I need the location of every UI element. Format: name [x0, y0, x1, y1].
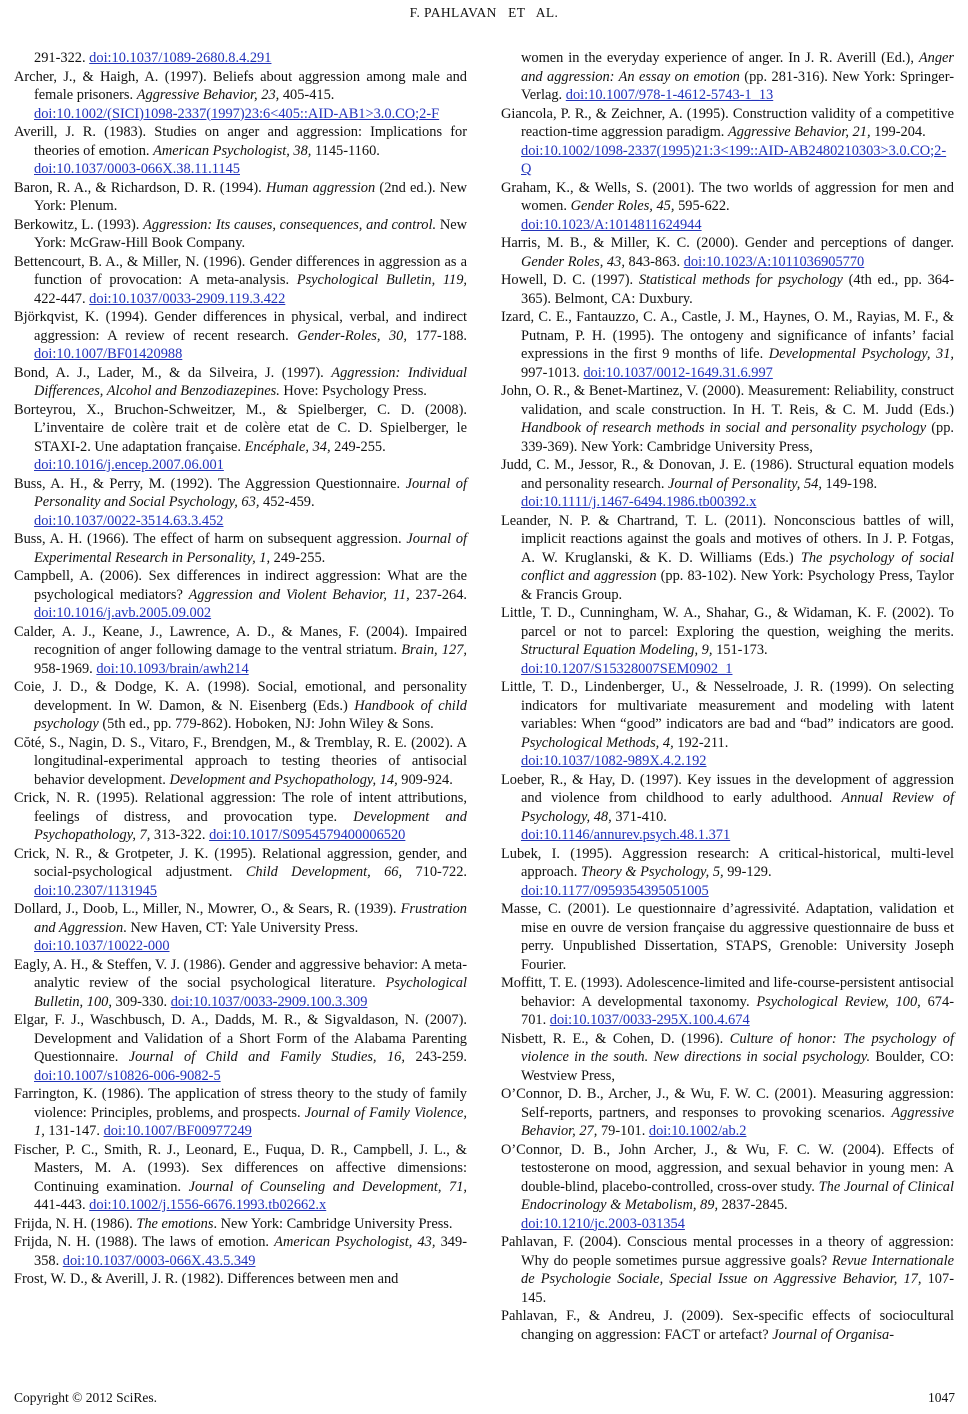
reference [14, 678, 467, 734]
reference [501, 1233, 954, 1307]
doi-link[interactable]: doi:10.1017/S0954579400006520 [209, 827, 406, 843]
reference [14, 253, 467, 309]
reference-text: Frijda, N. H. (1986). [14, 1215, 137, 1232]
reference [14, 789, 467, 845]
reference-italic-text: Journal of Family Violence, 1, [34, 1104, 467, 1139]
reference [501, 271, 954, 308]
reference-text: (pp. 339-369). New York: Cambridge University Press, [521, 420, 954, 455]
reference-text: (5th ed., pp. 779-862). Hoboken, NJ: John Wiley & Sons. [102, 716, 434, 732]
reference-italic-text: Journal of Personality and Social Psychology, 63, [34, 475, 467, 510]
reference [14, 1233, 467, 1270]
reference [501, 382, 954, 456]
reference-text: O’Connor, D. B., John Archer, J., & Wu, F. C. W. (2004). Effects of testosterone on mood, aggression, and sexual behavior in young men: A double-blind, placebo-controlled, cross-over study. [501, 1141, 954, 1195]
reference [501, 974, 954, 1030]
reference-text: 909-924. [401, 771, 453, 788]
reference-italic-text: Aggression and Violent Behavior, 11, [188, 586, 416, 603]
copyright-text: Copyright © 2012 SciRes. [14, 1390, 158, 1405]
reference-text: 422-447. [34, 290, 90, 307]
reference-text: Boulder, CO: Westview Press, [521, 1049, 954, 1084]
doi-link[interactable]: doi:10.1002/ab.2 [648, 1123, 747, 1139]
reference-text: Moffitt, T. E. (1993). Adolescence-limited and life-course-persistent antisocial behavior: A developmental taxonomy. [501, 975, 954, 1010]
reference-text: 99-129. [727, 864, 772, 880]
reference [501, 845, 954, 901]
reference-italic-text: Aggression: Its causes, consequences, and control. [143, 216, 440, 233]
reference-text: Loeber, R., & Hay, D. (1997). Key issues in the development of aggression and violence from childhood to early adulthood. [501, 771, 954, 806]
reference [14, 1085, 467, 1141]
doi-link[interactable]: doi:10.1007/s10826-006-9082-5 [34, 1067, 221, 1084]
reference [14, 49, 467, 68]
doi-link[interactable]: doi:10.1207/S15328007SEM0902_1 [521, 660, 733, 677]
reference-text: Crick, N. R. (1995). Relational aggression: The role of intent attributions, feelings of distress, and provocation type. [14, 790, 467, 825]
reference-italic-text: Journal of Organisa- [772, 1326, 895, 1343]
reference-text: 452-459. [263, 494, 315, 510]
reference-text: 349-358. [34, 1234, 467, 1269]
reference-text: Bettencourt, B. A., & Miller, N. (1996). Gender differences in aggression as a function of provocation: A meta-analysis. [14, 253, 467, 288]
reference-text: New York: McGraw-Hill Book Company. [34, 216, 468, 251]
reference [14, 123, 467, 179]
doi-link[interactable]: doi:10.1037/0012-1649.31.6.997 [583, 364, 773, 381]
reference-text: Elgar, F. J., Waschbusch, D. A., Dadds, M. R., & Sigvaldason, N. (2007). Development and Validation of a Short Form of the Alabama Parenting Questionnaire. [14, 1012, 467, 1065]
reference-text: Lubek, I. (1995). Aggression research: A critical-historical, multi-level approach. [501, 845, 954, 880]
reference-italic-text: Psychological Review, 100, [756, 993, 928, 1010]
reference-italic-text: American Psychologist, 43, [274, 1234, 441, 1250]
reference-italic-text: Handbook of research methods in social and personality psychology [521, 420, 932, 436]
reference-text: Graham, K., & Wells, S. (2001). The two worlds of aggression for men and women. [501, 179, 954, 214]
reference-text: 710-722. [415, 864, 468, 880]
reference [14, 530, 467, 567]
reference-italic-text: Theory & Psychology, 5, [580, 864, 728, 880]
reference-text: Coie, J. D., & Dodge, K. A. (1998). Social, emotional, and personality development. In W. Damon, & N. Eisenberg (Eds.) [14, 679, 467, 714]
doi-link[interactable]: doi:10.1037/10022-000 [34, 938, 170, 954]
column-right [501, 49, 954, 1344]
reference-text: Crick, N. R., & Grotpeter, J. K. (1995). Relational aggression, gender, and social-psychological adjustment. [14, 845, 467, 880]
reference-italic-text: Journal of Personality, 54, [668, 475, 826, 492]
reference [14, 216, 467, 253]
doi-link[interactable]: doi:10.1016/j.avb.2005.09.002 [34, 605, 212, 621]
reference-text: 371-410. [615, 808, 667, 825]
doi-link[interactable]: doi:10.1016/j.encep.2007.06.001 [34, 457, 224, 473]
reference-italic-text: Gender Roles, 43, [521, 253, 629, 270]
reference [14, 1011, 467, 1085]
reference [501, 678, 954, 771]
doi-link[interactable]: doi:10.1007/978-1-4612-5743-1_13 [565, 87, 774, 103]
doi-link[interactable]: doi:10.1023/A:1011036905770 [683, 253, 865, 270]
references-section [14, 49, 955, 1344]
reference-text: Buss, A. H. (1966). The effect of harm on subsequent aggression. [14, 531, 407, 547]
reference-italic-text: Gender-Roles, 30, [297, 327, 416, 344]
reference [501, 1141, 954, 1234]
reference-text: 192-211. [677, 734, 729, 751]
reference-text: Björkqvist, K. (1994). Gender differences in physical, verbal, and indirect aggression: A review of recent research. [14, 309, 467, 344]
reference-italic-text: Journal of Child and Family Studies, 16, [128, 1049, 416, 1065]
reference [14, 1270, 467, 1289]
reference-italic-text: Anger and aggression: An essay on emotion [521, 50, 954, 85]
reference-italic-text: Encéphale, 34, [244, 438, 335, 455]
reference-italic-text: Child Development, 66, [245, 864, 416, 880]
reference-italic-text: The Journal of Clinical Endocrinology & Metabolism, 89, [521, 1178, 954, 1213]
reference-italic-text: Brain, 127, [401, 642, 467, 658]
reference-italic-text: Annual Review of Psychology, 48, [521, 790, 954, 825]
doi-link[interactable]: doi:10.1002/1098-2337(1995)21:3<199::AID-AB2480210303>3.0.CO;2-Q [521, 142, 947, 177]
reference-text: Baron, R. A., & Richardson, D. R. (1994). [14, 179, 266, 196]
reference-italic-text: Structural Equation Modeling, 9, [521, 642, 717, 658]
reference-text: Izard, C. E., Fantauzzo, C. A., Castle, J. M., Haynes, O. M., Rayias, M. F., & Putnam, P. H. (1995). The ontogeny and significance of infants’ facial expressions in the first 9 months of life. [501, 309, 954, 362]
reference-italic-text: The psychology of social conflict and aggression [521, 549, 955, 584]
reference [14, 900, 467, 956]
doi-link[interactable]: doi:10.1037/1082-989X.4.2.192 [521, 753, 707, 769]
reference-italic-text: Gender Roles, 45, [570, 198, 679, 214]
reference-text: 199-204. [874, 124, 926, 140]
reference-text: (2nd ed.). New York: Plenum. [34, 179, 467, 214]
reference-text: . New York: Cambridge University Press. [213, 1215, 453, 1232]
reference-text: (pp. 281-316). New York: Springer-Verlag. [521, 68, 954, 103]
reference-text: women in the everyday experience of anger. In J. R. Averill (Ed.), [521, 50, 919, 66]
reference-text: 309-330. [115, 993, 171, 1010]
reference-text: (4th ed., pp. 364-365). Belmont, CA: Duxbury. [521, 272, 954, 307]
reference-text: 441-443. [34, 1197, 90, 1213]
reference-text: Farrington, K. (1986). The application of stress theory to the study of family violence: Principles, problems, and prospects. [14, 1086, 467, 1121]
reference [14, 401, 467, 475]
page-number: 1047 [928, 1390, 955, 1405]
reference-text: 313-322. [153, 827, 210, 843]
doi-link[interactable]: doi:10.1111/j.1467-6494.1986.tb00392.x [521, 494, 757, 510]
reference [14, 623, 467, 679]
reference-text: Cŏté, S., Nagin, D. S., Vitaro, F., Brendgen, M., & Tremblay, R. E. (2002). A longitudinal-experimental approach to testing theories of antisocial behavior development. [14, 734, 467, 788]
reference-italic-text: Journal of Counseling and Development, 71, [188, 1178, 467, 1195]
reference-text: 843-863. [628, 253, 684, 270]
reference [14, 567, 467, 623]
reference [501, 512, 954, 605]
reference-text: Giancola, P. R., & Zeichner, A. (1995). Construction validity of a competitive reaction-time aggression paradigm. [501, 105, 954, 140]
reference-text: Berkowitz, L. (1993). [14, 216, 144, 233]
reference-text: 237-264. [415, 586, 467, 603]
reference-text: John, O. R., & Benet-Martinez, V. (2000). Measurement: Reliability, construct validation, and scale construction. In H. T. Reis, & C. M. Judd (Eds.) [501, 383, 954, 418]
reference-italic-text: Aggressive Behavior, 27, [521, 1104, 954, 1139]
reference-text: 149-198. [825, 475, 878, 492]
reference [14, 475, 467, 531]
reference-text: Leander, N. P. & Chartrand, T. L. (2011). Nonconscious battles of will, implicit reactions against the goals and motives of others. In J. P. Fotgas, A. W. Kruglanski, & K. D. Williams (Eds.) [501, 512, 954, 566]
reference-text: Harris, M. B., & Miller, K. C. (2000). Gender and perceptions of danger. [501, 235, 954, 251]
doi-link[interactable]: doi:10.1210/jc.2003-031354 [521, 1215, 685, 1232]
reference [501, 49, 954, 105]
reference [14, 1215, 467, 1234]
reference-text: 405-415. [282, 87, 335, 103]
doi-link[interactable]: doi:10.1023/A:1014811624944 [521, 216, 702, 233]
reference-text: 249-255. [334, 438, 386, 455]
doi-link[interactable]: doi:10.1037/0033-295X.100.4.674 [549, 1012, 750, 1028]
reference-italic-text: American Psychologist, 38, [153, 142, 315, 159]
reference [14, 734, 467, 790]
reference-text: Bond, A. J., Lader, M., & da Silveira, J. (1997). [14, 364, 332, 381]
reference-text: Masse, C. (2001). Le questionnaire d’agressivité. Adaptation, validation et mise en ouvre de version française du aggressive questionnaire de buss et perry. Unpublished Dissertation, STAPS, Grenoble: University Joseph Fourier. [501, 901, 954, 973]
reference-text: Little, T. D., Lindenberger, U., & Nesselroade, J. R. (1999). On selecting indicators for multivariate measurement and modeling with latent variables: When “good” indicators are bad and “bad” indicators are good. [501, 679, 954, 732]
doi-link[interactable]: doi:10.1037/0033-2909.119.3.422 [89, 290, 286, 307]
reference [501, 105, 954, 179]
reference-italic-text: Frustration and Aggression [34, 901, 467, 936]
doi-link[interactable]: doi:10.1037/0033-2909.100.3.309 [170, 993, 368, 1010]
reference-italic-text: Developmental Psychology, 31, [768, 346, 955, 362]
reference-italic-text: Statistical methods for psychology [638, 272, 849, 288]
reference [501, 234, 954, 271]
reference-italic-text: The emotions [136, 1215, 214, 1232]
reference-text: 79-101. [600, 1123, 649, 1139]
reference [14, 68, 467, 124]
reference-text: Pahlavan, F. (2004). Conscious mental processes in a theory of aggression: Why do people sometimes pursue aggressive goals? [501, 1234, 954, 1269]
reference-text: Campbell, A. (2006). Sex differences in indirect aggression: What are the psychological mediators? [14, 568, 467, 603]
reference-text: O’Connor, D. B., Archer, J., & Wu, F. W. C. (2001). Measuring aggression: Self-reports, partners, and responses to provoking scenarios. [501, 1086, 954, 1121]
reference-text: Judd, C. M., Jessor, R., & Donovan, J. E. (1986). Structural equation models and personality research. [501, 457, 954, 492]
reference-text: Hove: Psychology Press. [283, 383, 427, 399]
reference-italic-text: Psychological Bulletin, 119, [296, 272, 468, 288]
reference-text: Eagly, A. H., & Steffen, V. J. (1986). Gender and aggressive behavior: A meta-analytic review of the social psychological literature. [14, 956, 467, 991]
reference [14, 1141, 467, 1215]
reference-text: Howell, D. C. (1997). [501, 272, 639, 288]
reference-italic-text: Aggressive Behavior, 21, [728, 124, 875, 140]
doi-link[interactable]: doi:10.1007/BF01420988 [34, 346, 183, 362]
reference-italic-text: Psychological Bulletin, 100, [34, 975, 467, 1010]
doi-link[interactable]: doi:10.1093/brain/awh214 [96, 660, 249, 677]
reference-italic-text: Development and Psychopathology, 7, [34, 808, 467, 843]
doi-link[interactable]: doi:10.1002/j.1556-6676.1993.tb02662.x [89, 1197, 327, 1213]
reference-italic-text: Development and Psychopathology, 14, [169, 771, 402, 788]
reference [14, 364, 467, 401]
doi-link[interactable]: doi:10.1037/0022-3514.63.3.452 [34, 512, 224, 529]
reference-italic-text: Psychological Methods, 4, [521, 734, 678, 751]
reference-text: Nisbett, R. E., & Cohen, D. (1996). [501, 1030, 730, 1047]
reference-text: Frijda, N. H. (1988). The laws of emotion. [14, 1234, 275, 1250]
reference-text: Borteyrou, X., Bruchon-Schweitzer, M., & Spielberger, C. D. (2008). L’inventaire de colère trait et de colère etat de C. D. Spielberger, le STAXI-2. Une adaptation française. [14, 401, 467, 455]
reference [501, 308, 954, 382]
page-footer [14, 1390, 955, 1406]
doi-link[interactable]: doi:10.1037/0003-066X.38.11.1145 [34, 161, 240, 177]
reference-text: Little, T. D., Cunningham, W. A., Shahar, G., & Widaman, K. F. (2002). To parcel or not to parcel: Exploring the question, weighing the merits. [501, 605, 954, 640]
reference-text: 291-322. [34, 50, 90, 66]
reference-text: 997-1013. [521, 364, 584, 381]
reference-italic-text: Human aggression [265, 179, 380, 196]
reference-text: 2837-2845. [721, 1197, 788, 1213]
reference-text: 1145-1160. [314, 142, 380, 159]
reference [14, 956, 467, 1012]
doi-link[interactable]: doi:10.1007/BF00977249 [103, 1123, 252, 1139]
reference-text: 958-1969. [34, 660, 97, 677]
reference [501, 179, 954, 235]
doi-link[interactable]: doi:10.1002/(SICI)1098-2337(1997)23:6<405::AID-AB1>3.0.CO;2-F [34, 105, 440, 122]
reference [501, 1030, 954, 1086]
reference [501, 604, 954, 678]
doi-link[interactable]: doi:10.1146/annurev.psych.48.1.371 [521, 827, 731, 843]
doi-link[interactable]: doi:10.1037/1089-2680.8.4.291 [89, 50, 272, 66]
reference-italic-text: Revue Internationale de Psychologie Sociale, Special Issue on Aggressive Behavior, 17, [521, 1252, 955, 1287]
reference-text: 674-701. [521, 993, 954, 1028]
doi-link[interactable]: doi:10.1037/0003-066X.43.5.349 [62, 1252, 256, 1269]
reference-text: 151-173. [716, 642, 768, 658]
reference-text: 595-622. [678, 198, 730, 214]
reference-text: 249-255. [273, 549, 326, 566]
reference [501, 1307, 954, 1344]
reference-text: Dollard, J., Doob, L., Miller, N., Mowrer, O., & Sears, R. (1939). [14, 901, 401, 917]
reference-text: 131-147. [48, 1123, 104, 1139]
reference [501, 456, 954, 512]
reference-text: Frost, W. D., & Averill, J. R. (1982). Differences between men and [14, 1271, 399, 1287]
reference-text: 177-188. [415, 327, 467, 344]
column-left [14, 49, 467, 1344]
reference-text: Calder, A. J., Keane, J., Lawrence, A. D., & Manes, F. (2004). Impaired recognition of anger following damage to the ventral striatum. [14, 623, 467, 658]
reference-text: Fischer, P. C., Smith, R. J., Leonard, E., Fuqua, D. R., Campbell, J. L., & Masters, M. A. (1993). Sex differences on affective dimensions: Continuing examination. [14, 1141, 467, 1195]
reference [501, 1085, 954, 1141]
reference-italic-text: Handbook of child psychology [34, 697, 467, 732]
reference-text: 107-145. [521, 1271, 954, 1306]
reference-text: Pahlavan, F., & Andreu, J. (2009). Sex-specific effects of sociocultural changing on aggression: FACT or artefact? [501, 1308, 954, 1343]
reference [501, 771, 954, 845]
reference-text: Archer, J., & Haigh, A. (1997). Beliefs about aggression among male and female prisoners. [14, 68, 467, 103]
reference [14, 179, 467, 216]
reference-text: . New Haven, CT: Yale University Press. [123, 919, 359, 936]
reference [14, 308, 467, 364]
running-head: F. PAHLAVAN ET AL. [409, 5, 559, 20]
reference-italic-text: Aggression: Individual Differences, Alcohol and Benzodiazepines. [34, 364, 468, 399]
reference [14, 845, 467, 901]
reference-italic-text: Journal of Experimental Research in Personality, 1, [34, 531, 468, 566]
reference-italic-text: Culture of honor: The psychology of violence in the south. New directions in social psychology. [521, 1030, 954, 1065]
reference-italic-text: Aggressive Behavior, 23, [136, 87, 283, 103]
reference-text: Buss, A. H., & Perry, M. (1992). The Aggression Questionnaire. [14, 475, 406, 492]
reference-text: Averill, J. R. (1983). Studies on anger and aggression: Implications for theories of emotion. [14, 124, 467, 159]
reference-text: 243-259. [415, 1049, 467, 1065]
doi-link[interactable]: doi:10.1177/0959354395051005 [521, 882, 709, 899]
reference [501, 900, 954, 974]
doi-link[interactable]: doi:10.2307/1131945 [34, 882, 157, 899]
reference-text: (pp. 83-102). New York: Psychology Press, Taylor & Francis Group. [521, 568, 955, 603]
